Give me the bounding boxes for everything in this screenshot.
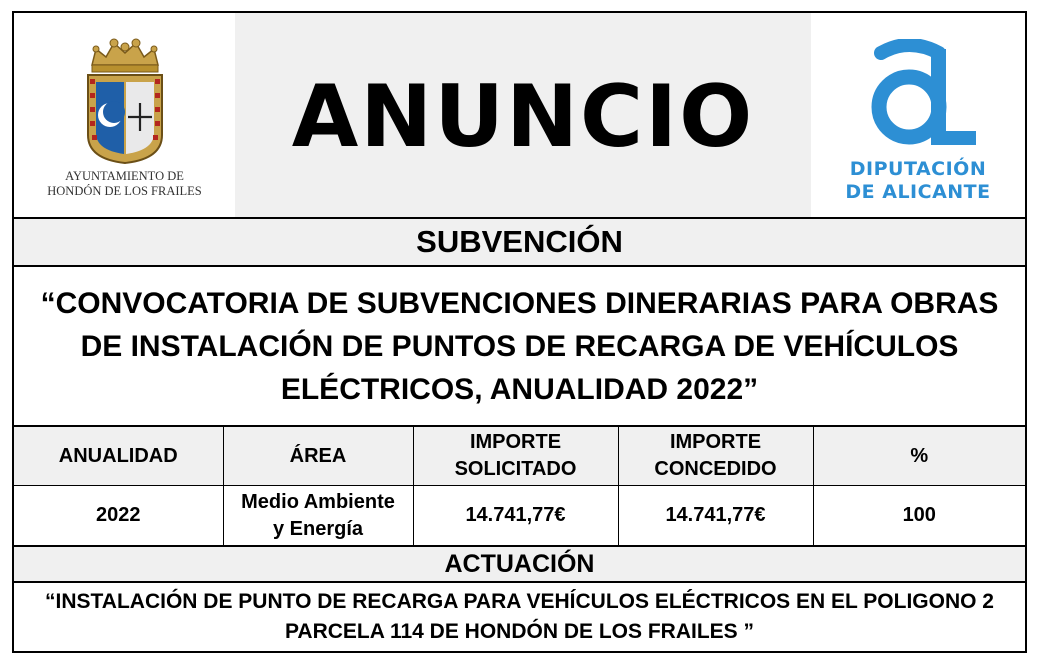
convocatoria-text: “CONVOCATORIA DE SUBVENCIONES DINERARIAS PARA OBRAS DE INSTALACIÓN DE PUNTOS DE RECARGA DE VEHÍCULOS ELÉCTRICOS, ANUALIDAD 2022”: [40, 286, 999, 406]
diputacion-name: [811, 158, 1025, 204]
convocatoria-title: [14, 267, 1025, 427]
subvencion-heading: SUBVENCIÓN: [14, 219, 1025, 267]
cell-area: Medio Ambiente y Energía: [223, 486, 413, 546]
town-name-line-1: AYUNTAMIENTO DE: [65, 169, 184, 183]
coat-of-arms-icon: [80, 35, 170, 165]
header-row: [14, 13, 1025, 219]
town-name: [14, 169, 235, 199]
page-title: ANUNCIO: [291, 67, 755, 167]
header-importe-concedido: IMPORTE CONCEDIDO: [618, 427, 813, 486]
header-percent: %: [813, 427, 1025, 486]
cell-importe-solicitado: 14.741,77€: [413, 486, 618, 546]
announcement-sheet: [12, 11, 1027, 653]
actuacion-text: “INSTALACIÓN DE PUNTO DE RECARGA PARA VEHÍCULOS ELÉCTRICOS EN EL POLIGONO 2 PARCELA 114 DE HONDÓN DE LOS FRAILES ”: [45, 590, 994, 643]
town-name-line-2: HONDÓN DE LOS FRAILES: [47, 184, 202, 198]
cell-importe-concedido: 14.741,77€: [618, 486, 813, 546]
header-importe-solicitado: IMPORTE SOLICITADO: [413, 427, 618, 486]
actuacion-heading: ACTUACIÓN: [14, 547, 1025, 583]
table-header-row: [14, 427, 1025, 486]
header-area: ÁREA: [223, 427, 413, 486]
diputacion-name-line-1: DIPUTACIÓN: [849, 158, 987, 180]
cell-percent: 100: [813, 486, 1025, 546]
title-cell: [235, 13, 812, 217]
header-anualidad: ANUALIDAD: [14, 427, 223, 486]
actuacion-description: [14, 583, 1025, 651]
table-row: [14, 486, 1025, 546]
diputacion-logo-cell: [811, 13, 1025, 217]
town-logo-cell: [14, 13, 236, 217]
cell-anualidad: 2022: [14, 486, 223, 546]
grant-table: [14, 427, 1025, 547]
diputacion-logo-icon: [861, 39, 981, 149]
diputacion-name-line-2: DE ALICANTE: [845, 181, 991, 203]
